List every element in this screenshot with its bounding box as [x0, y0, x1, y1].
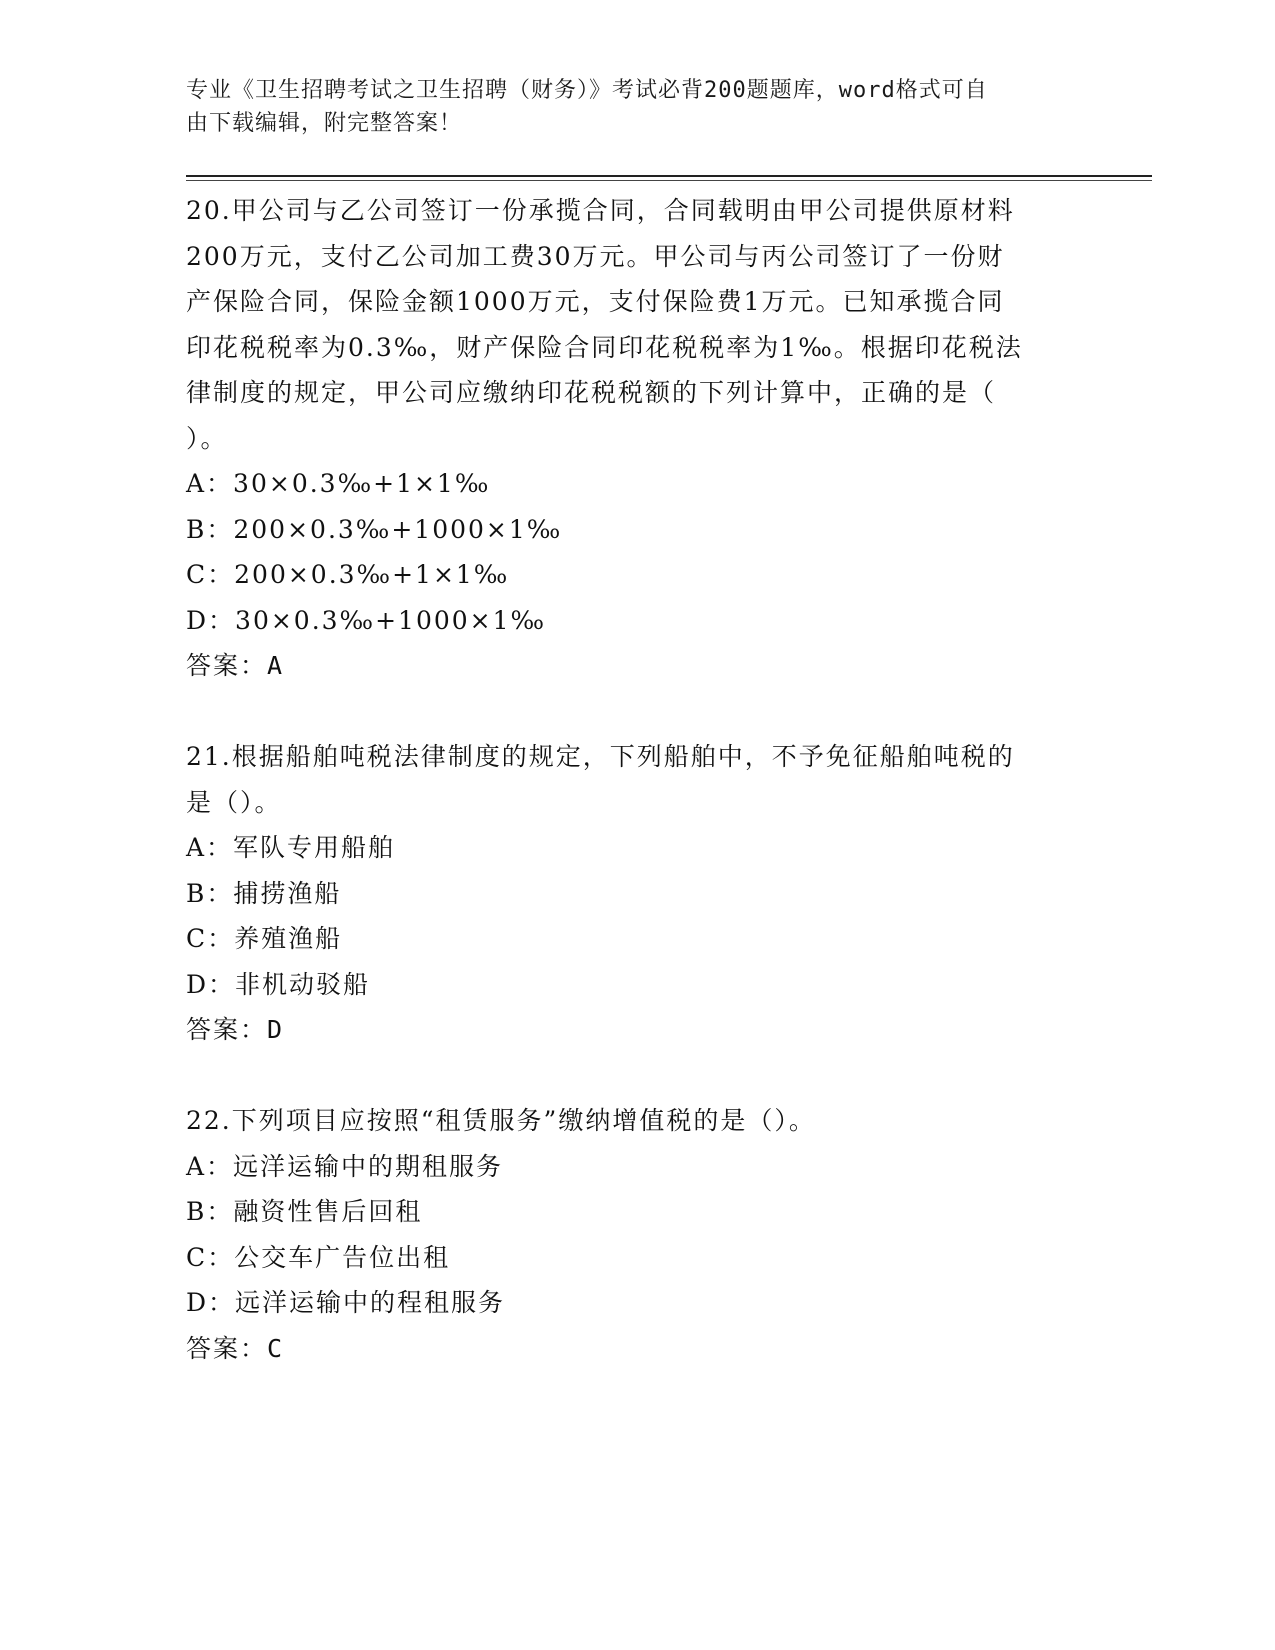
- question-stem-line: 200万元，支付乙公司加工费30万元。甲公司与丙公司签订了一份财: [186, 241, 1005, 271]
- option-b: B：融资性售后回租: [186, 1197, 423, 1226]
- option-c: C：200×0.3‰+1×1‰: [186, 560, 510, 589]
- header-line-2: 由下载编辑，附完整答案！: [186, 111, 463, 136]
- question-20: [186, 188, 1086, 689]
- option-a: A：远洋运输中的期租服务: [186, 1151, 504, 1181]
- question-stem-line: 21.根据船舶吨税法律制度的规定，下列船舶中，不予免征船舶吨税的: [186, 742, 1015, 771]
- question-22: [186, 1098, 1086, 1371]
- option-b: B：捕捞渔船: [186, 878, 342, 908]
- question-stem-line: ）。: [186, 423, 228, 453]
- option-a: A：30×0.3‰+1×1‰: [186, 469, 491, 498]
- question-stem-line: 印花税税率为0.3‰，财产保险合同印花税税率为1‰。根据印花税法: [186, 332, 1023, 362]
- option-c: C：养殖渔船: [186, 924, 343, 953]
- option-a: A：军队专用船舶: [186, 833, 396, 862]
- answer: 答案：C: [186, 1333, 285, 1363]
- spacer: [186, 689, 1086, 735]
- option-d: D：远洋运输中的程租服务: [186, 1288, 506, 1317]
- question-stem-line: 20.甲公司与乙公司签订一份承揽合同，合同载明由甲公司提供原材料: [186, 196, 1015, 225]
- header-divider-thick: [186, 175, 1152, 177]
- question-stem-line: 是（）。: [186, 787, 282, 817]
- question-list: [186, 188, 1086, 1371]
- answer: 答案：A: [186, 651, 285, 680]
- option-d: D：非机动驳船: [186, 969, 371, 999]
- header-divider-thin: [186, 180, 1152, 181]
- question-stem-line: 律制度的规定，甲公司应缴纳印花税税额的下列计算中，正确的是（: [186, 378, 997, 407]
- option-c: C：公交车广告位出租: [186, 1242, 451, 1272]
- header-line-1: 专业《卫生招聘考试之卫生招聘（财务）》考试必背200题题库，word格式可自: [186, 78, 988, 103]
- spacer: [186, 1053, 1086, 1099]
- question-21: [186, 734, 1086, 1053]
- answer: 答案：D: [186, 1015, 285, 1044]
- option-d: D：30×0.3‰+1000×1‰: [186, 605, 547, 635]
- question-stem-line: 产保险合同，保险金额1000万元，支付保险费1万元。已知承揽合同: [186, 287, 1005, 316]
- document-header: [186, 74, 1066, 140]
- question-stem-line: 22.下列项目应按照“租赁服务”缴纳增值税的是（）。: [186, 1106, 816, 1135]
- option-b: B：200×0.3‰+1000×1‰: [186, 514, 563, 544]
